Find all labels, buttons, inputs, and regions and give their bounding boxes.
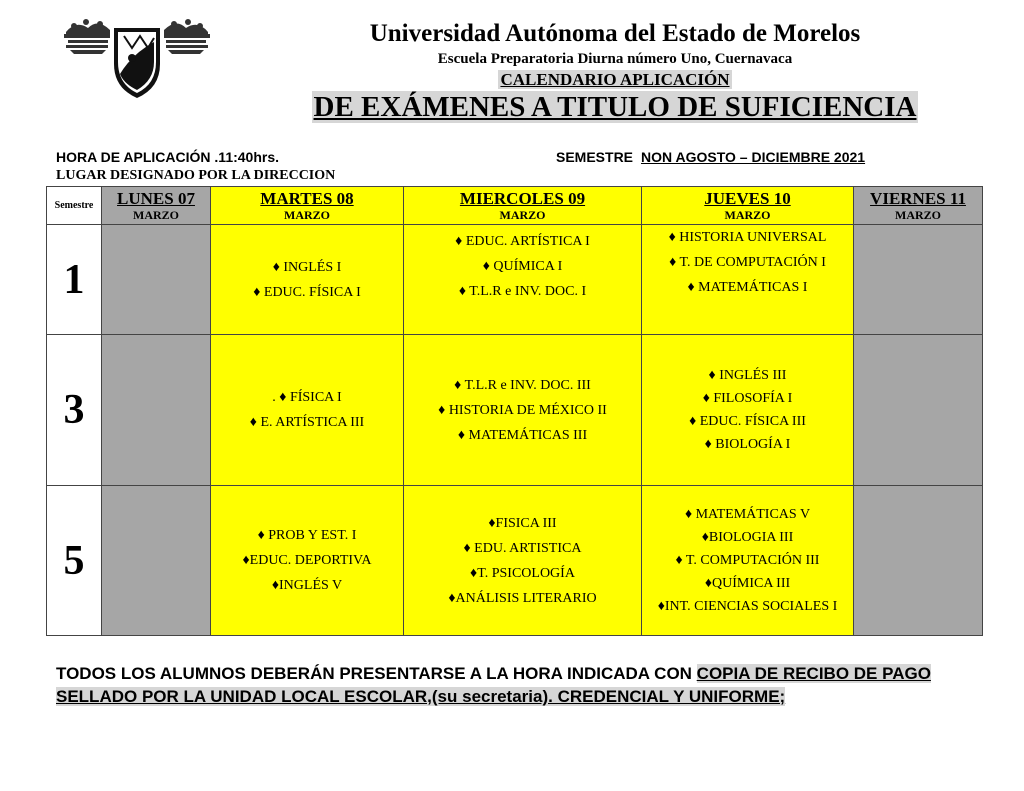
table-row: [47, 335, 983, 486]
day-name: LUNES 07: [117, 188, 195, 208]
day-month: MARZO: [724, 207, 771, 222]
martes-cell: [211, 335, 404, 486]
uaem-coat-of-arms-icon: [62, 14, 212, 100]
day-header-viernes: [854, 187, 983, 225]
document-title-text: DE EXÁMENES A TITULO DE SUFICIENCIA: [313, 91, 917, 123]
exam-subject: . ♦ FÍSICA I: [272, 390, 342, 405]
viernes-cell: [854, 335, 983, 486]
exam-calendar-table: [46, 186, 983, 636]
exam-subject: ♦ E. ARTÍSTICA III: [249, 415, 365, 430]
miercoles-cell: [404, 335, 642, 486]
lunes-cell: [102, 225, 211, 335]
semester-number: 3: [47, 335, 102, 486]
exam-subject: ♦ INGLÉS I: [272, 259, 342, 275]
viernes-cell: [854, 486, 983, 636]
exam-subject: ♦ HISTORIA DE MÉXICO II: [438, 402, 607, 418]
exam-subject: ♦ INGLÉS III: [708, 368, 787, 383]
exam-subject: ♦ HISTORIA UNIVERSAL: [668, 230, 827, 245]
exam-subject: ♦INT. CIENCIAS SOCIALES I: [657, 599, 838, 614]
semester-number: 1: [47, 225, 102, 335]
jueves-cell: [642, 486, 854, 636]
school-name: Escuela Preparatoria Diurna número Uno, Cuernavaca: [437, 51, 793, 67]
day-name: JUEVES 10: [704, 188, 791, 208]
lugar-designado: LUGAR DESIGNADO POR LA DIRECCION: [56, 168, 336, 183]
table-header-row: [47, 187, 983, 225]
lunes-cell: [102, 335, 211, 486]
miercoles-cell: [404, 486, 642, 636]
jueves-cell: [642, 225, 854, 335]
exam-subject: ♦ T. DE COMPUTACIÓN I: [669, 255, 826, 270]
requirements-note: [56, 662, 956, 708]
exam-subject: ♦T. PSICOLOGÍA: [470, 565, 575, 581]
exam-subject: ♦ EDUC. FÍSICA I: [253, 284, 361, 300]
calendar-line: [300, 70, 930, 90]
university-name: Universidad Autónoma del Estado de Morelos: [369, 20, 861, 47]
exam-subject: ♦ T. COMPUTACIÓN III: [675, 553, 820, 568]
document-title: [300, 91, 930, 124]
exam-subject: ♦ EDUC. FÍSICA III: [689, 414, 806, 429]
exam-subject: ♦FISICA III: [488, 515, 557, 531]
day-header-lunes: [102, 187, 211, 225]
day-header-martes: [211, 187, 404, 225]
jueves-cell: [642, 335, 854, 486]
exam-subject: ♦EDUC. DEPORTIVA: [242, 553, 372, 568]
semestre-value: NON AGOSTO – DICIEMBRE 2021: [641, 149, 866, 165]
day-month: MARZO: [133, 207, 179, 222]
hora-aplicacion: HORA DE APLICACIÓN .11:40hrs.: [56, 149, 280, 165]
day-header-miercoles: [404, 187, 642, 225]
exam-subject: ♦ BIOLOGÍA I: [704, 437, 791, 452]
day-name: VIERNES 11: [870, 188, 966, 208]
exam-subject: ♦ EDUC. ARTÍSTICA I: [455, 234, 590, 249]
semester-number: 5: [47, 486, 102, 636]
semestre-header: Semestre: [47, 187, 102, 225]
day-name: MARTES 08: [260, 188, 354, 208]
martes-cell: [211, 225, 404, 335]
calendar-line-text: CALENDARIO APLICACIÓN: [500, 70, 730, 89]
exam-subject: ♦ T.L.R e INV. DOC. III: [454, 377, 591, 393]
exam-subject: ♦ PROB Y EST. I: [257, 528, 357, 543]
note-plain: TODOS LOS ALUMNOS DEBERÁN PRESENTARSE A LA HORA INDICADA CON: [56, 664, 697, 683]
day-header-jueves: [642, 187, 854, 225]
day-month: MARZO: [284, 207, 330, 222]
day-name: MIERCOLES 09: [459, 188, 586, 208]
day-month: MARZO: [499, 207, 546, 222]
viernes-cell: [854, 225, 983, 335]
exam-subject: ♦BIOLOGIA III: [701, 530, 794, 545]
exam-subject: ♦ EDU. ARTISTICA: [463, 540, 582, 556]
exam-subject: ♦INGLÉS V: [271, 578, 343, 593]
exam-subject: ♦ANÁLISIS LITERARIO: [448, 590, 597, 606]
exam-subject: ♦ MATEMÁTICAS V: [684, 507, 811, 522]
exam-subject: ♦QUÍMICA III: [704, 576, 791, 591]
exam-subject: ♦ MATEMÁTICAS III: [457, 427, 588, 443]
table-row: [47, 225, 983, 335]
exam-subject: ♦ T.L.R e INV. DOC. I: [458, 284, 587, 299]
miercoles-cell: [404, 225, 642, 335]
semestre-line: [556, 149, 865, 165]
exam-subject: ♦ MATEMÁTICAS I: [687, 280, 808, 295]
exam-subject: ♦ QUÍMICA I: [482, 259, 563, 274]
note-underlined: COPIA DE RECIBO DE PAGO SELLADO POR LA UNIDAD LOCAL ESCOLAR,(su secretaria). CREDENCIAL Y UNIFORME;: [56, 664, 931, 706]
day-month: MARZO: [895, 207, 941, 222]
exam-subject: ♦ FILOSOFÍA I: [702, 391, 793, 406]
lunes-cell: [102, 486, 211, 636]
table-row: [47, 486, 983, 636]
martes-cell: [211, 486, 404, 636]
semestre-label: SEMESTRE: [556, 149, 634, 165]
